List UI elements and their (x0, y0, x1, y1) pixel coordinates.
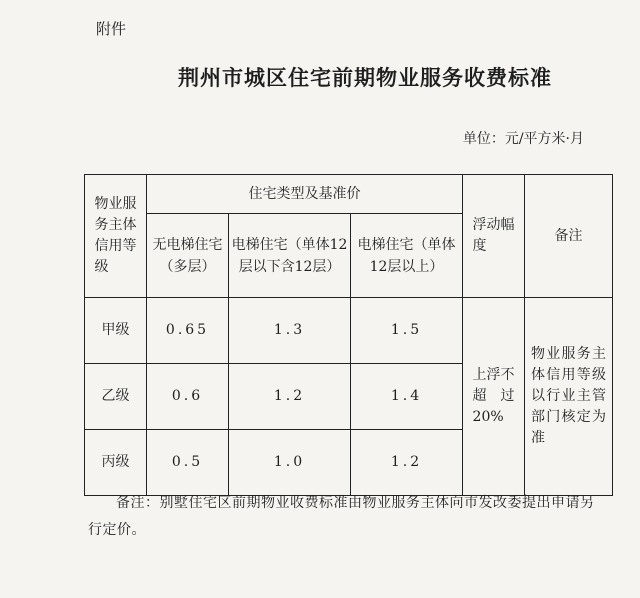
footnote: 备注：别墅住宅区前期物业收费标准由物业服务主体向市发改委提出申请另行定价。 (88, 495, 595, 538)
fee-standard-table (84, 174, 613, 496)
note-cell: 物业服务主体信用等级以行业主管部门核定为准 (525, 298, 613, 496)
price-cell: 0.65 (147, 298, 229, 364)
price-cell: 0.5 (147, 430, 229, 496)
price-cell: 1.5 (351, 298, 463, 364)
price-cell: 1.2 (351, 430, 463, 496)
header-float: 浮动幅度 (463, 175, 525, 298)
price-cell: 1.2 (229, 364, 351, 430)
header-grade: 物业服务主体信用等级 (85, 175, 147, 298)
attachment-label: 附件 (96, 20, 127, 38)
subheader-no-elevator: 无电梯住宅（多层） (147, 214, 229, 298)
grade-cell: 乙级 (85, 364, 147, 430)
price-cell: 1.0 (229, 430, 351, 496)
price-cell: 1.3 (229, 298, 351, 364)
header-note: 备注 (525, 175, 613, 298)
float-range-cell: 上浮不超过20% (463, 298, 525, 496)
price-cell: 0.6 (147, 364, 229, 430)
grade-cell: 丙级 (85, 430, 147, 496)
unit-label: 单位：元/平方米·月 (462, 131, 584, 147)
price-cell: 1.4 (351, 364, 463, 430)
grade-cell: 甲级 (85, 298, 147, 364)
subheader-elevator-low: 电梯住宅（单体12层以下含12层） (229, 214, 351, 298)
subheader-elevator-high: 电梯住宅（单体12层以上） (351, 214, 463, 298)
document-title: 荆州市城区住宅前期物业服务收费标准 (178, 66, 552, 90)
header-house-type: 住宅类型及基准价 (147, 175, 463, 214)
